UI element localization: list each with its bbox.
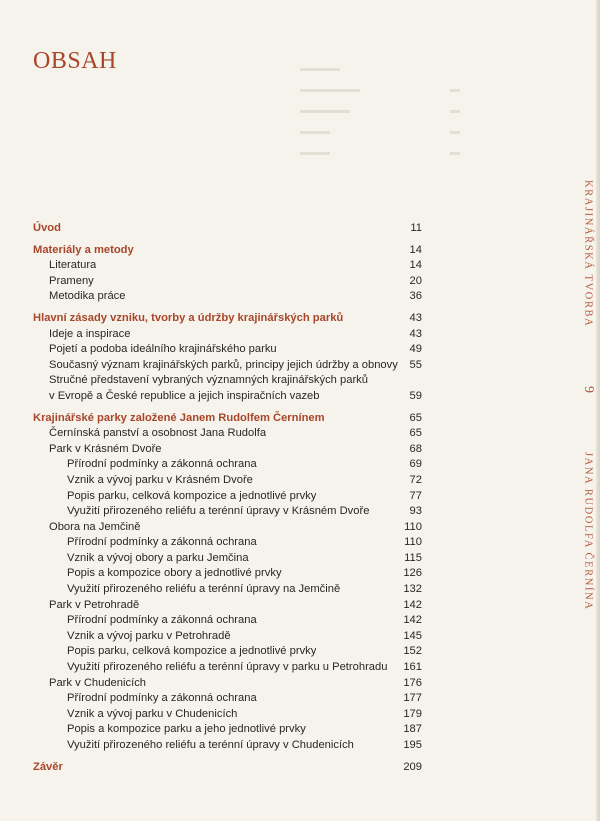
toc-chapter: [33, 760, 422, 776]
toc-entry-label: Přírodní podmínky a zákonná ochrana: [67, 692, 257, 705]
toc-entry-page: 72: [409, 473, 422, 486]
toc-entry-page: 195: [403, 739, 422, 751]
toc-entry-page: 20: [409, 274, 422, 287]
bleed-through-text: ▬▬▬▬ ▬▬▬▬▬▬ ▬ ▬▬▬▬▬ ▬ ▬▬▬ ▬ ▬▬▬ ▬: [300, 63, 460, 158]
toc-entry-page: 187: [403, 723, 422, 736]
toc-entry: [33, 551, 422, 567]
toc-entry-label: Obora na Jemčině: [49, 520, 141, 533]
toc-entry: [33, 707, 422, 723]
toc-chapter: [33, 311, 422, 327]
toc-entry-label: Hlavní zásady vzniku, tvorby a údržby krajinářských parků: [33, 311, 344, 324]
toc-entry-label: Vznik a vývoj parku v Chudenicích: [67, 707, 238, 720]
toc-entry-page: 65: [409, 427, 422, 440]
toc-entry: [33, 613, 422, 629]
toc-entry: [33, 473, 422, 489]
toc-entry-page: 43: [409, 311, 422, 324]
toc-entry-page: 152: [403, 645, 422, 658]
toc-entry-page: 68: [409, 442, 422, 455]
toc-entry-page: 176: [403, 676, 422, 689]
toc-entry-label: Stručné představení vybraných významných krajinářských parků: [49, 374, 368, 387]
toc-entry-page: 65: [409, 411, 422, 424]
toc-entry: [33, 535, 422, 551]
toc-entry-page: 115: [404, 551, 422, 564]
toc-entry: [33, 644, 422, 660]
toc-entry-label: Vznik a vývoj parku v Krásném Dvoře: [67, 473, 253, 486]
toc-entry: [33, 722, 422, 738]
page-number: 9: [581, 385, 596, 393]
toc-entry-label: Využití přirozeného reliéfu a terénní úpravy v Krásném Dvoře: [67, 505, 370, 518]
toc-entry-page: 145: [403, 629, 422, 642]
page-title: OBSAH: [33, 48, 117, 74]
running-head-right: JANA RUDOLFA ČERNÍNA: [582, 451, 594, 610]
toc-entry-page: 43: [409, 327, 422, 340]
toc-entry-label: Přírodní podmínky a zákonná ochrana: [67, 614, 257, 627]
toc-entry: [33, 274, 422, 290]
toc-entry: [33, 504, 422, 520]
toc-entry-page: 14: [409, 259, 422, 272]
toc-chapter: [33, 243, 422, 259]
toc-entry-label: Park v Chudenicích: [49, 676, 147, 689]
toc-entry-page: 55: [409, 358, 422, 371]
toc-entry-label: Pojetí a podoba ideálního krajinářského parku: [49, 343, 277, 356]
toc-entry: [33, 442, 422, 458]
toc-entry: [33, 258, 422, 274]
toc-entry-label: Vznik a vývoj parku v Petrohradě: [67, 629, 231, 642]
toc-entry-page: 77: [409, 489, 422, 502]
toc-entry: [33, 289, 422, 305]
toc-entry-page: 110: [404, 520, 422, 533]
toc-entry-page: 110: [404, 536, 422, 549]
toc-entry: [33, 582, 422, 598]
toc-entry: [33, 738, 422, 754]
toc-entry-page: 93: [409, 505, 422, 518]
toc-entry-page: 142: [403, 598, 422, 611]
toc-chapter: [33, 221, 422, 237]
toc-entry-page: 69: [409, 458, 422, 471]
toc-entry: [33, 426, 422, 442]
toc-chapter: [33, 411, 422, 427]
toc-entry-label: Úvod: [33, 222, 61, 234]
table-of-contents: [33, 221, 422, 775]
toc-entry-label: Materiály a metody: [33, 243, 134, 256]
toc-entry-label: Popis parku, celková kompozice a jednotlivé prvky: [67, 645, 317, 658]
toc-entry-label: Ideje a inspirace: [49, 327, 131, 340]
toc-entry: [33, 457, 422, 473]
toc-entry: [33, 373, 422, 389]
toc-entry-page: 11: [410, 222, 422, 234]
toc-entry-label: Využití přirozeného reliéfu a terénní úpravy v Chudenicích: [67, 739, 354, 751]
toc-entry: [33, 691, 422, 707]
toc-entry-page: 177: [403, 692, 422, 705]
toc-entry-label: Popis a kompozice obory a jednotlivé prvky: [67, 567, 282, 580]
toc-entry-label: Popis parku, celková kompozice a jednotlivé prvky: [67, 489, 317, 502]
toc-entry-label: Park v Petrohradě: [49, 598, 140, 611]
toc-entry-label: Popis a kompozice parku a jeho jednotlivé prvky: [67, 723, 306, 736]
toc-entry-page: 179: [403, 707, 422, 720]
toc-entry: [33, 598, 422, 614]
toc-entry-page: 36: [409, 290, 422, 303]
toc-entry-label: Park v Krásném Dvoře: [49, 442, 162, 455]
toc-entry: [33, 520, 422, 536]
toc-entry-label: Přírodní podmínky a zákonná ochrana: [67, 536, 257, 549]
toc-entry: [33, 327, 422, 343]
toc-entry-label: Černínská panství a osobnost Jana Rudolfa: [49, 427, 267, 440]
toc-entry-label: Využití přirozeného reliéfu a terénní úpravy v parku u Petrohradu: [67, 661, 388, 674]
toc-entry-label: Současný význam krajinářských parků, principy jejich údržby a obnovy: [49, 358, 398, 371]
toc-entry: [33, 566, 422, 582]
toc-entry-page: 142: [403, 614, 422, 627]
running-head-left: KRAJINÁŘSKÁ TVORBA: [582, 180, 594, 328]
toc-entry-page: 161: [403, 661, 422, 674]
toc-entry: [33, 629, 422, 645]
toc-entry-page: 59: [409, 389, 422, 402]
toc-entry-label: Metodika práce: [49, 290, 126, 303]
toc-entry-label: Přírodní podmínky a zákonná ochrana: [67, 458, 257, 471]
toc-entry-label: v Evropě a České republice a jejich inspiračních vazeb: [49, 389, 320, 402]
toc-entry: [33, 358, 422, 374]
toc-entry-label: Prameny: [49, 274, 94, 287]
toc-entry-page: 14: [409, 243, 422, 256]
toc-entry-label: Vznik a vývoj obory a parku Jemčina: [67, 551, 249, 564]
toc-entry: [33, 389, 422, 405]
toc-entry-label: Využití přirozeného reliéfu a terénní úpravy na Jemčině: [67, 583, 341, 596]
toc-entry: [33, 676, 422, 692]
toc-entry-label: Literatura: [49, 259, 97, 272]
toc-entry-page: 49: [409, 343, 422, 356]
toc-entry-page: 132: [403, 583, 422, 596]
toc-entry: [33, 660, 422, 676]
toc-entry: [33, 342, 422, 358]
toc-entry-label: Krajinářské parky založené Janem Rudolfem Černínem: [33, 411, 325, 424]
toc-entry-label: Závěr: [33, 760, 63, 773]
toc-entry-page: 209: [403, 760, 422, 773]
toc-entry-page: 126: [403, 567, 422, 580]
running-head: [568, 180, 600, 610]
toc-entry: [33, 489, 422, 505]
